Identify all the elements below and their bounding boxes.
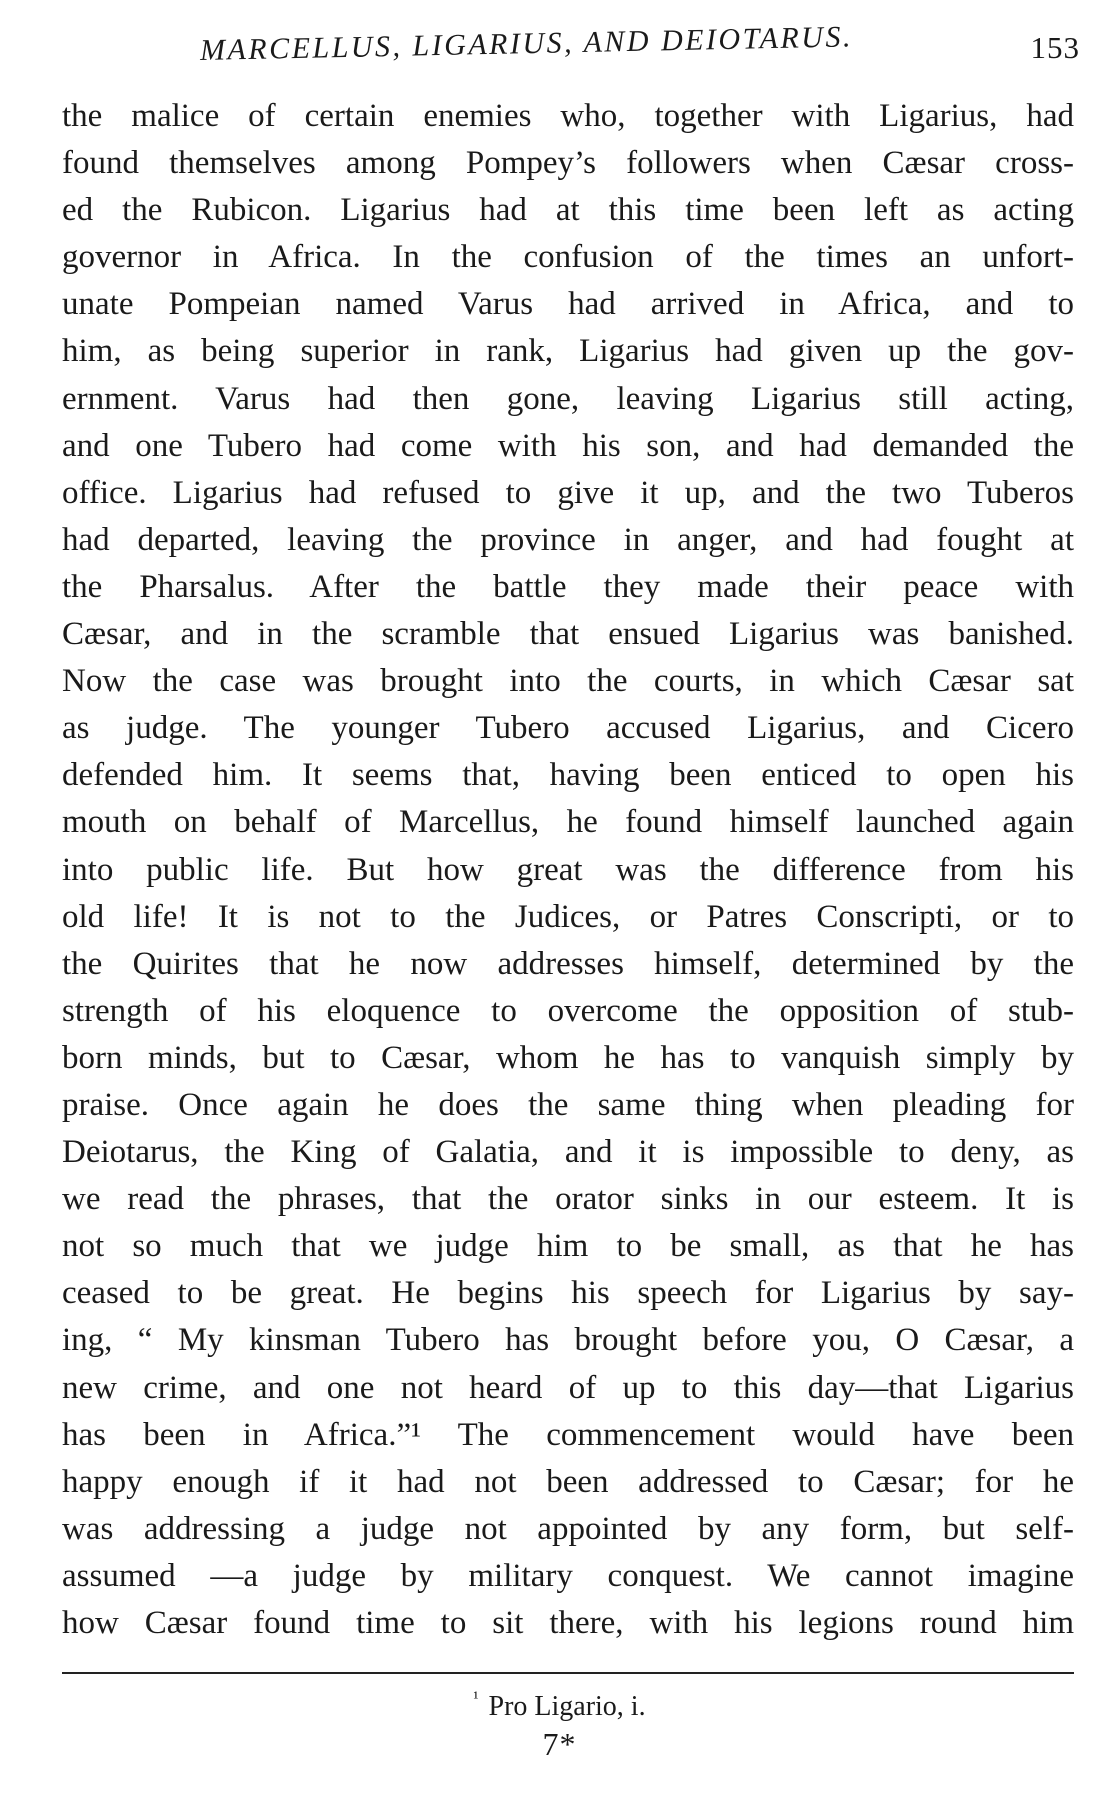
text-line: as judge. The younger Tubero accused Ligarius, and Cicero bbox=[62, 710, 1074, 747]
text-line: mouth on behalf of Marcellus, he found himself launched again bbox=[62, 804, 1074, 841]
text-line: not so much that we judge him to be small, as that he has bbox=[62, 1228, 1074, 1265]
text-line: into public life. But how great was the difference from his bbox=[62, 851, 1074, 888]
text-line: ernment. Varus had then gone, leaving Ligarius still acting, bbox=[62, 380, 1074, 417]
running-title: MARCELLUS, LIGARIUS, AND DEIOTARUS. bbox=[199, 20, 854, 67]
text-line: defended him. It seems that, having been enticed to open his bbox=[62, 757, 1074, 794]
text-line: ed the Rubicon. Ligarius had at this time been left as acting bbox=[62, 192, 1074, 229]
text-line: ceased to be great. He begins his speech for Ligarius by say- bbox=[62, 1275, 1074, 1312]
text-line: assumed —a judge by military conquest. We cannot imagine bbox=[62, 1557, 1074, 1594]
text-line: strength of his eloquence to overcome the opposition of stub- bbox=[62, 992, 1074, 1029]
footnote bbox=[0, 1688, 1119, 1723]
text-line: him, as being superior in rank, Ligarius had given up the gov- bbox=[62, 333, 1074, 370]
footnote-divider bbox=[62, 1672, 1074, 1674]
text-line: Cæsar, and in the scramble that ensued Ligarius was banished. bbox=[62, 616, 1074, 653]
text-line: Now the case was brought into the courts, in which Cæsar sat bbox=[62, 663, 1074, 700]
text-line: found themselves among Pompey’s followers when Cæsar cross- bbox=[62, 145, 1074, 182]
text-line: the Quirites that he now addresses himself, determined by the bbox=[62, 945, 1074, 982]
text-line: unate Pompeian named Varus had arrived in Africa, and to bbox=[62, 286, 1074, 323]
running-head bbox=[60, 20, 1080, 78]
text-line: has been in Africa.”¹ The commencement would have been bbox=[62, 1416, 1074, 1453]
text-line: was addressing a judge not appointed by any form, but self- bbox=[62, 1510, 1074, 1547]
signature-mark: 7* bbox=[542, 1726, 577, 1762]
text-line: new crime, and one not heard of up to this day—that Ligarius bbox=[62, 1369, 1074, 1406]
text-line: the Pharsalus. After the battle they made their peace with bbox=[62, 568, 1074, 605]
text-line: happy enough if it had not been addressed to Cæsar; for he bbox=[62, 1463, 1074, 1500]
text-line: the malice of certain enemies who, together with Ligarius, had bbox=[62, 98, 1074, 134]
footnote-mark: ¹ bbox=[473, 1688, 479, 1707]
text-line: old life! It is not to the Judices, or Patres Conscripti, or to bbox=[62, 898, 1074, 935]
text-line: and one Tubero had come with his son, and had demanded the bbox=[62, 427, 1074, 464]
text-line: ing, “ My kinsman Tubero has brought before you, O Cæsar, a bbox=[62, 1322, 1074, 1359]
text-line: had departed, leaving the province in anger, and had fought at bbox=[62, 521, 1074, 558]
text-line: praise. Once again he does the same thing when pleading for bbox=[62, 1086, 1074, 1123]
text-line: we read the phrases, that the orator sinks in our esteem. It is bbox=[62, 1181, 1074, 1218]
text-line: office. Ligarius had refused to give it up, and the two Tuberos bbox=[62, 474, 1074, 511]
text-line: Deiotarus, the King of Galatia, and it is impossible to deny, as bbox=[62, 1134, 1074, 1171]
page-number: 153 bbox=[1030, 30, 1080, 65]
text-line: how Cæsar found time to sit there, with his legions round him bbox=[62, 1605, 1074, 1641]
body-text bbox=[62, 93, 1074, 1647]
text-line: governor in Africa. In the confusion of the times an unfort- bbox=[62, 239, 1074, 276]
footnote-text: Pro Ligario, i. bbox=[488, 1691, 646, 1722]
text-line: born minds, but to Cæsar, whom he has to vanquish simply by bbox=[62, 1039, 1074, 1076]
